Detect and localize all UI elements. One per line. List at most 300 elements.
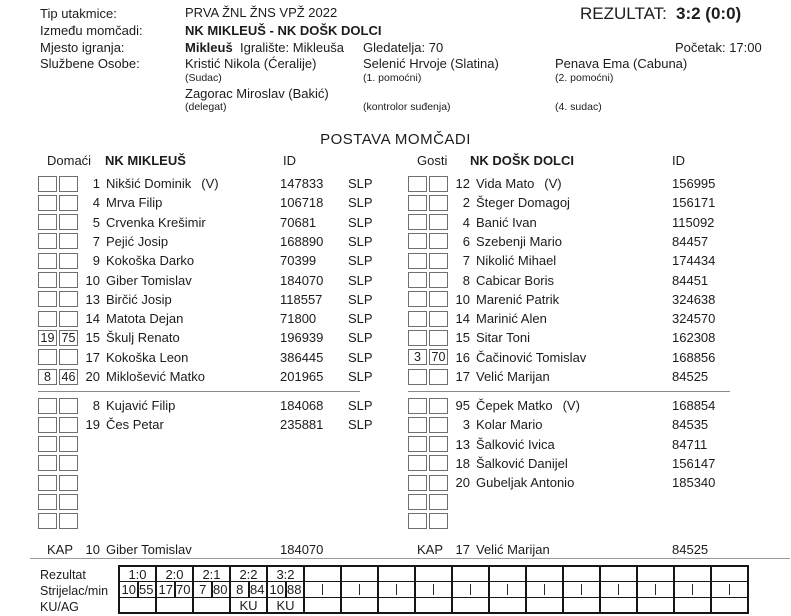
player-name: Nikšić Dominik <box>106 176 192 191</box>
home-side-label: Domaći <box>47 153 92 168</box>
ku-ag-cell <box>342 598 377 612</box>
registration-mark: SLP <box>348 233 373 249</box>
player-id: 156995 <box>672 176 716 191</box>
result-cell: 2:1 <box>194 567 229 582</box>
sub-in-box <box>38 176 57 192</box>
scorer-cell <box>527 582 562 598</box>
sub-in-box <box>38 513 57 529</box>
player-name: Velić Marijan <box>476 369 550 384</box>
sub-in-box <box>38 455 57 471</box>
result-cell <box>305 567 340 582</box>
player-row <box>38 271 373 290</box>
player-name: Čes Petar <box>106 417 164 433</box>
player-id: 84525 <box>672 369 709 384</box>
score-column <box>490 567 527 612</box>
sub-in-box <box>408 398 427 414</box>
player-name: Banić Ivan <box>476 214 537 230</box>
player-name: Nikolić Mihael <box>476 253 557 269</box>
ku-ag-cell <box>601 598 636 612</box>
ku-ag-cell <box>120 598 155 612</box>
player-id: 168854 <box>672 398 716 413</box>
officials-label: Službene Osobe: <box>40 56 140 71</box>
player-number: 2 <box>462 195 470 211</box>
player-number: 9 <box>92 253 100 269</box>
player-number: 4 <box>92 195 100 211</box>
sub-in-box <box>38 398 57 414</box>
scorer-cell-divider <box>211 582 213 597</box>
sub-in-box <box>408 330 427 346</box>
player-row <box>38 193 373 212</box>
sub-minute-box <box>429 214 448 230</box>
ku-ag-cell <box>416 598 451 612</box>
sub-in-box: 3 <box>408 349 427 365</box>
sub-in-box <box>408 291 427 307</box>
scorer-minute: 55 <box>139 582 154 597</box>
sub-in-box <box>38 214 57 230</box>
sub-minute-box <box>429 176 448 192</box>
player-id: 184070 <box>280 272 324 288</box>
captain-mark: (V) <box>562 398 580 413</box>
player-id: 147833 <box>280 176 324 191</box>
scorer-cell <box>194 582 229 598</box>
player-number: 10 <box>455 291 470 307</box>
scorer-number: 10 <box>269 582 284 597</box>
score-column <box>120 567 157 612</box>
kap-label: KAP <box>417 542 444 557</box>
pitch-value: Igralište: Mikleuša <box>240 40 345 55</box>
sub-minute-box <box>59 349 78 365</box>
sub-minute-box <box>429 195 448 211</box>
captain-mark: (V) <box>201 176 219 191</box>
sub-in-box <box>38 436 57 452</box>
score-row-label-result: Rezultat <box>40 568 86 582</box>
ku-ag-cell <box>379 598 414 612</box>
referee-role: (Sudac) <box>185 72 222 84</box>
scorer-cell <box>712 582 747 598</box>
scorer-minute: 80 <box>213 582 228 597</box>
fourth-official-role: (4. sudac) <box>555 101 602 113</box>
sub-minute-box <box>429 233 448 249</box>
scorer-cell-divider <box>359 584 361 595</box>
player-number: 20 <box>85 369 100 384</box>
sub-in-box <box>408 214 427 230</box>
sub-in-box <box>408 369 427 385</box>
player-number: 4 <box>462 214 470 230</box>
player-number: 8 <box>92 398 100 413</box>
result-cell <box>379 567 414 582</box>
delegate-name: Zagorac Miroslav (Bakić) <box>185 86 329 101</box>
scorer-cell-divider <box>248 582 250 597</box>
registration-mark: SLP <box>348 369 373 384</box>
home-team-name: NK MIKLEUŠ <box>105 153 186 168</box>
sub-in-box <box>408 272 427 288</box>
ku-ag-cell: KU <box>239 597 258 613</box>
captain-row <box>38 540 373 559</box>
player-name: Cabicar Boris <box>476 272 555 288</box>
sub-in-box <box>38 417 57 433</box>
sub-in-box <box>38 349 57 365</box>
player-row <box>38 512 373 531</box>
scorer-cell-divider <box>322 584 324 595</box>
player-id: 168890 <box>280 233 324 249</box>
away-team-name: NK DOŠK DOLCI <box>470 153 574 168</box>
player-number: 7 <box>92 233 100 249</box>
sub-in-box <box>408 417 427 433</box>
sub-minute-box <box>429 311 448 327</box>
player-name: Škulj Renato <box>106 330 180 346</box>
player-id: 84457 <box>672 233 709 249</box>
sub-minute-box <box>59 455 78 471</box>
player-id: 106718 <box>280 195 324 211</box>
player-id: 156171 <box>672 195 716 211</box>
result-cell <box>453 567 488 582</box>
scorer-cell <box>638 582 673 598</box>
result-cell <box>564 567 599 582</box>
kickoff-value: Početak: 17:00 <box>675 40 762 55</box>
player-number: 1 <box>92 176 100 191</box>
sub-in-box <box>408 475 427 491</box>
score-column <box>564 567 601 612</box>
registration-mark: SLP <box>348 291 373 307</box>
sub-in-box <box>38 291 57 307</box>
assistant2-role: (2. pomoćni) <box>555 72 614 84</box>
captain-mark: (V) <box>544 176 562 191</box>
sub-minute-box: 75 <box>59 330 78 346</box>
player-id: 118557 <box>280 291 323 307</box>
player-id: 201965 <box>280 369 324 384</box>
sub-minute-box <box>429 369 448 385</box>
sub-in-box <box>408 253 427 269</box>
player-name: Kujavić Filip <box>106 398 176 413</box>
player-name: Šalković Danijel <box>476 455 568 471</box>
sub-in-box <box>408 233 427 249</box>
assistant2-name: Penava Ema (Cabuna) <box>555 56 688 71</box>
scorer-cell-divider <box>433 584 435 595</box>
player-row <box>38 290 373 309</box>
player-row <box>38 348 373 367</box>
result-value: 3:2 (0:0) <box>676 4 742 23</box>
sub-in-box <box>38 311 57 327</box>
captain-row <box>408 540 743 559</box>
scorer-minute: 88 <box>287 582 302 597</box>
score-column <box>194 567 231 612</box>
sub-in-box <box>38 475 57 491</box>
player-number: 7 <box>462 253 470 269</box>
sub-minute-box <box>59 311 78 327</box>
scorer-cell-divider <box>655 584 657 595</box>
player-row <box>408 232 743 251</box>
registration-mark: SLP <box>348 417 373 433</box>
player-number: 17 <box>85 349 100 365</box>
player-row <box>408 473 743 492</box>
attendance-value: Gledatelja: 70 <box>363 40 444 55</box>
scorer-minute: 84 <box>250 582 265 597</box>
venue-label: Mjesto igranja: <box>40 40 125 55</box>
player-name: Miklošević Matko <box>106 369 205 384</box>
sub-minute-box <box>59 195 78 211</box>
player-name: Kolar Mario <box>476 417 543 433</box>
player-number: 15 <box>85 330 100 346</box>
player-number: 10 <box>85 272 100 288</box>
scorer-number: 17 <box>158 582 173 597</box>
scorer-cell <box>157 582 192 598</box>
scorer-cell <box>342 582 377 598</box>
player-row <box>408 309 743 328</box>
registration-mark: SLP <box>348 253 373 269</box>
scorer-cell-divider <box>729 584 731 595</box>
sub-in-box <box>38 195 57 211</box>
sub-minute-box <box>59 253 78 269</box>
player-name: Čepek Matko <box>476 398 553 413</box>
player-row <box>408 174 743 193</box>
player-number: 15 <box>455 330 470 346</box>
ku-ag-cell <box>675 598 710 612</box>
sub-in-box <box>38 253 57 269</box>
kap-label: KAP <box>47 542 74 557</box>
player-row <box>408 367 743 386</box>
player-id: 235881 <box>280 417 324 433</box>
registration-mark: SLP <box>348 398 373 413</box>
sub-minute-box <box>429 494 448 510</box>
sub-minute-box <box>59 513 78 529</box>
home-roster <box>38 153 373 563</box>
scorer-cell <box>120 582 155 598</box>
scorer-cell <box>564 582 599 598</box>
registration-mark: SLP <box>348 176 373 191</box>
teams-value: NK MIKLEUŠ - NK DOŠK DOLCI <box>185 23 382 38</box>
player-row <box>38 174 373 193</box>
player-number: 13 <box>455 436 470 452</box>
scorer-cell-divider <box>692 584 694 595</box>
scorer-cell <box>268 582 303 598</box>
player-id: 324570 <box>672 311 716 327</box>
sub-minute-box <box>429 455 448 471</box>
player-row <box>408 512 743 531</box>
player-number: 6 <box>462 233 470 249</box>
player-name: Gubeljak Antonio <box>476 475 575 491</box>
score-column <box>453 567 490 612</box>
score-column <box>342 567 379 612</box>
score-column <box>157 567 194 612</box>
away-id-header: ID <box>672 153 685 168</box>
sub-minute-box <box>59 398 78 414</box>
result-cell <box>638 567 673 582</box>
sub-minute-box <box>429 330 448 346</box>
delegate-role: (delegat) <box>185 101 227 113</box>
sub-minute-box <box>429 291 448 307</box>
player-number: 14 <box>85 311 100 327</box>
sub-in-box <box>38 272 57 288</box>
player-id: 386445 <box>280 349 324 365</box>
result-cell: 3:2 <box>268 567 303 582</box>
player-name: Velić Marijan <box>476 542 550 557</box>
score-table <box>118 565 749 614</box>
sub-in-box <box>408 176 427 192</box>
scorer-minute: 70 <box>176 582 191 597</box>
player-row <box>38 415 373 434</box>
score-column <box>416 567 453 612</box>
sub-minute-box <box>429 398 448 414</box>
player-number: 13 <box>85 291 100 307</box>
result-cell <box>416 567 451 582</box>
player-row <box>408 290 743 309</box>
sub-in-box <box>408 494 427 510</box>
sub-minute-box <box>59 233 78 249</box>
ku-ag-cell <box>157 598 192 612</box>
score-column <box>638 567 675 612</box>
assistant1-role: (1. pomoćni) <box>363 72 422 84</box>
sub-in-box <box>38 494 57 510</box>
registration-mark: SLP <box>348 311 373 327</box>
venue-value: Mikleuš <box>185 40 233 55</box>
player-id: 84451 <box>672 272 709 288</box>
result-cell <box>675 567 710 582</box>
scorer-cell-divider <box>544 584 546 595</box>
score-column <box>231 567 268 612</box>
player-number: 17 <box>455 369 470 384</box>
player-name: Birčić Josip <box>106 291 172 307</box>
score-section-separator <box>30 558 790 559</box>
player-row <box>38 367 373 386</box>
player-id: 185340 <box>672 475 716 491</box>
scorer-cell <box>231 582 266 598</box>
result-cell <box>342 567 377 582</box>
scorer-cell <box>416 582 451 598</box>
registration-mark: SLP <box>348 272 373 288</box>
ku-ag-cell <box>490 598 525 612</box>
player-row <box>408 396 743 415</box>
registration-mark: SLP <box>348 195 373 211</box>
sub-in-box <box>38 233 57 249</box>
score-column <box>305 567 342 612</box>
scorer-number: 10 <box>121 582 136 597</box>
ku-ag-cell <box>305 598 340 612</box>
sub-in-box <box>408 455 427 471</box>
sub-minute-box <box>429 436 448 452</box>
player-row <box>408 415 743 434</box>
sub-minute-box <box>429 253 448 269</box>
ku-ag-cell <box>638 598 673 612</box>
sub-in-box: 19 <box>38 330 57 346</box>
player-id: 84525 <box>672 542 709 557</box>
player-row <box>408 328 743 347</box>
player-number: 8 <box>462 272 470 288</box>
player-name: Giber Tomislav <box>106 272 192 288</box>
match-type-label: Tip utakmice: <box>40 6 117 21</box>
ku-ag-cell <box>453 598 488 612</box>
sub-minute-box <box>59 272 78 288</box>
ku-ag-cell <box>712 598 747 612</box>
scorer-cell-divider <box>285 582 287 597</box>
player-id: 174434 <box>672 253 716 269</box>
sub-minute-box <box>59 475 78 491</box>
player-name: Kokoška Leon <box>106 349 189 365</box>
player-row <box>38 473 373 492</box>
player-row <box>38 454 373 473</box>
score-column <box>601 567 638 612</box>
referee-name: Kristić Nikola (Ćeralije) <box>185 56 317 71</box>
scorer-cell-divider <box>470 584 472 595</box>
player-id: 184070 <box>280 542 324 557</box>
sub-minute-box <box>429 417 448 433</box>
scorer-cell <box>453 582 488 598</box>
sub-in-box <box>408 195 427 211</box>
player-row <box>38 435 373 454</box>
player-name: Matota Dejan <box>106 311 184 327</box>
sub-minute-box: 46 <box>59 369 78 385</box>
sub-minute-box <box>59 417 78 433</box>
player-id: 115092 <box>672 214 715 230</box>
player-number: 5 <box>92 214 100 230</box>
home-bench-separator <box>38 391 360 392</box>
scorer-cell <box>601 582 636 598</box>
registration-mark: SLP <box>348 349 373 365</box>
result-label: REZULTAT: <box>580 4 667 23</box>
player-number: 12 <box>455 176 470 191</box>
registration-mark: SLP <box>348 214 373 230</box>
player-row <box>408 435 743 454</box>
player-row <box>408 213 743 232</box>
away-roster <box>408 153 743 563</box>
player-row <box>408 251 743 270</box>
player-number: 14 <box>455 311 470 327</box>
sub-minute-box <box>59 214 78 230</box>
player-id: 84535 <box>672 417 709 433</box>
score-column <box>712 567 747 612</box>
score-column <box>379 567 416 612</box>
scorer-cell <box>379 582 414 598</box>
player-id: 184068 <box>280 398 324 413</box>
player-number: 10 <box>85 542 100 557</box>
scorer-cell <box>675 582 710 598</box>
player-row <box>38 328 373 347</box>
result-cell <box>712 567 747 582</box>
player-row <box>408 271 743 290</box>
result-cell: 1:0 <box>120 567 155 582</box>
player-id: 70681 <box>280 214 317 230</box>
player-id: 324638 <box>672 291 716 307</box>
player-number: 17 <box>455 542 470 557</box>
scorer-cell-divider <box>507 584 509 595</box>
sub-in-box <box>408 311 427 327</box>
player-row <box>408 193 743 212</box>
player-row <box>38 309 373 328</box>
sub-minute-box <box>429 272 448 288</box>
ku-ag-cell <box>527 598 562 612</box>
player-name: Sitar Toni <box>476 330 530 346</box>
scorer-number: 7 <box>199 582 207 597</box>
player-id: 71800 <box>280 311 317 327</box>
player-name: Šalković Ivica <box>476 436 555 452</box>
ku-ag-cell: KU <box>276 597 295 613</box>
player-name: Crvenka Krešimir <box>106 214 206 230</box>
sub-in-box <box>408 436 427 452</box>
scorer-cell <box>305 582 340 598</box>
result-cell <box>527 567 562 582</box>
sub-in-box: 8 <box>38 369 57 385</box>
player-row <box>408 348 743 367</box>
controller-role: (kontrolor suđenja) <box>363 101 451 113</box>
player-number: 19 <box>85 417 100 433</box>
teams-label: Između momčadi: <box>40 23 143 38</box>
player-name: Pejić Josip <box>106 233 169 249</box>
player-row <box>408 493 743 512</box>
player-id: 84711 <box>672 436 708 452</box>
sub-minute-box <box>59 436 78 452</box>
player-id: 196939 <box>280 330 324 346</box>
player-number: 95 <box>455 398 470 413</box>
scorer-cell-divider <box>581 584 583 595</box>
